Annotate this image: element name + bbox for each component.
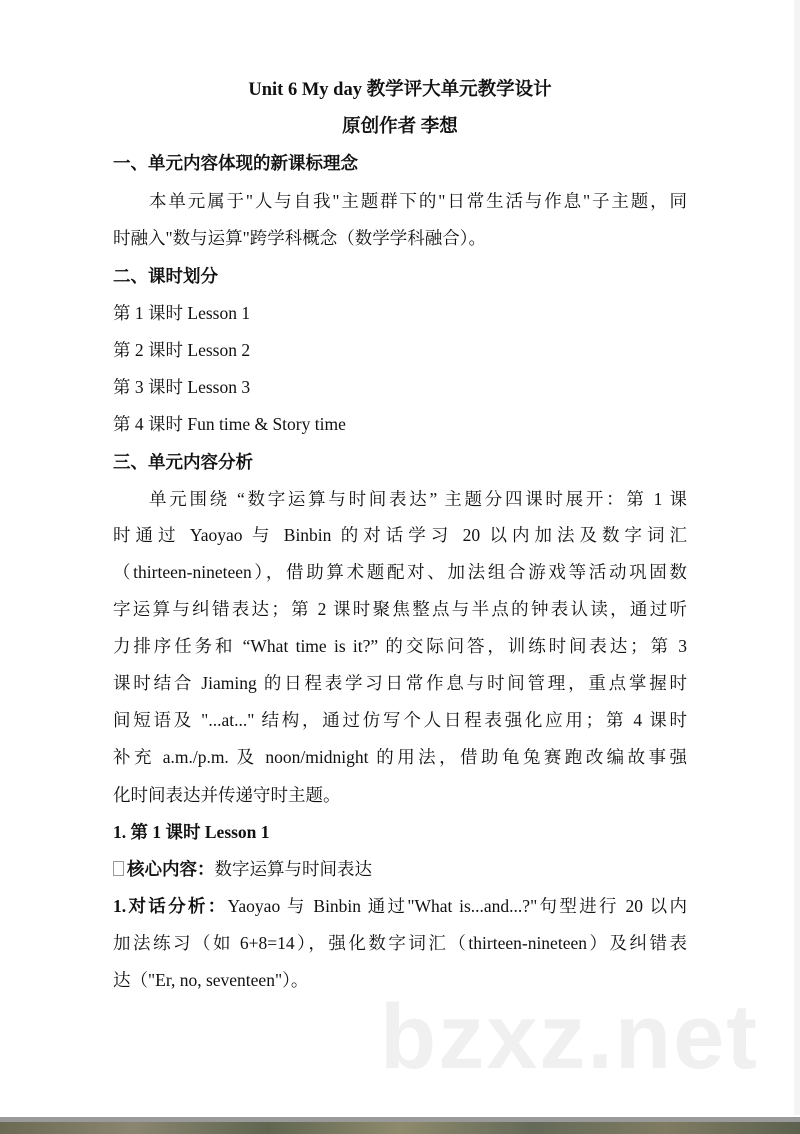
lesson-item: 第 3 课时 Lesson 3 bbox=[113, 377, 251, 397]
paragraph-line: 补充 a.m./p.m. 及 noon/midnight 的用法，借助龟兔赛跑改编故事强 bbox=[113, 747, 687, 767]
paragraph-line: 单元围绕 “数字运算与时间表达” 主题分四课时展开：第 1 课 bbox=[149, 489, 687, 509]
section2-heading: 二、课时划分 bbox=[113, 266, 218, 286]
section3-heading: 三、单元内容分析 bbox=[113, 452, 253, 472]
section1-heading: 一、单元内容体现的新课标理念 bbox=[113, 153, 358, 173]
lesson-item: 第 4 课时 Fun time & Story time bbox=[113, 414, 346, 434]
lesson1-heading: 1. 第 1 课时 Lesson 1 bbox=[113, 822, 270, 842]
paragraph-line: 时融入"数与运算"跨学科概念（数学学科融合）。 bbox=[113, 228, 487, 248]
document-title: Unit 6 My day 教学评大单元教学设计 bbox=[248, 80, 552, 100]
paragraph-line: （thirteen-nineteen），借助算术题配对、加法组合游戏等活动巩固数 bbox=[113, 562, 687, 582]
dialog-label: 1.对话分析： bbox=[113, 896, 228, 916]
paragraph-line: 时通过 Yaoyao 与 Binbin 的对话学习 20 以内加法及数字词汇 bbox=[113, 525, 687, 545]
dialog-analysis-line: 达（"Er, no, seventeen"）。 bbox=[113, 970, 309, 990]
dialog-analysis-line bbox=[113, 895, 687, 917]
checkbox-glyph-icon bbox=[113, 861, 124, 876]
document-author: 原创作者 李想 bbox=[342, 117, 458, 137]
dialog-analysis-line: 加法练习（如 6+8=14），强化数字词汇（thirteen-nineteen）及纠错表 bbox=[113, 933, 687, 953]
dialog-text: Yaoyao 与 Binbin 通过"What is...and...?"句型进行 20 以内 bbox=[227, 896, 687, 916]
watermark: bzxz.net bbox=[380, 986, 759, 1088]
lesson-item: 第 2 课时 Lesson 2 bbox=[113, 340, 251, 360]
paragraph-line: 课时结合 Jiaming 的日程表学习日常作息与时间管理，重点掌握时 bbox=[113, 673, 687, 693]
core-label: 核心内容： bbox=[127, 859, 215, 879]
core-value: 数字运算与时间表达 bbox=[214, 859, 372, 879]
paragraph-line: 化时间表达并传递守时主题。 bbox=[113, 785, 341, 805]
paragraph-line: 间短语及 "...at..." 结构，通过仿写个人日程表强化应用；第 4 课时 bbox=[113, 710, 687, 730]
paragraph-line: 力排序任务和 “What time is it?” 的交际问答，训练时间表达；第 3 bbox=[113, 636, 687, 656]
core-content bbox=[113, 858, 687, 880]
paragraph-line: 本单元属于"人与自我"主题群下的"日常生活与作息"子主题，同 bbox=[149, 191, 687, 211]
lesson-item: 第 1 课时 Lesson 1 bbox=[113, 303, 251, 323]
background-strip bbox=[0, 1122, 800, 1134]
paragraph-line: 字运算与纠错表达；第 2 课时聚焦整点与半点的钟表认读，通过听 bbox=[113, 599, 687, 619]
page-edge bbox=[794, 0, 800, 1115]
